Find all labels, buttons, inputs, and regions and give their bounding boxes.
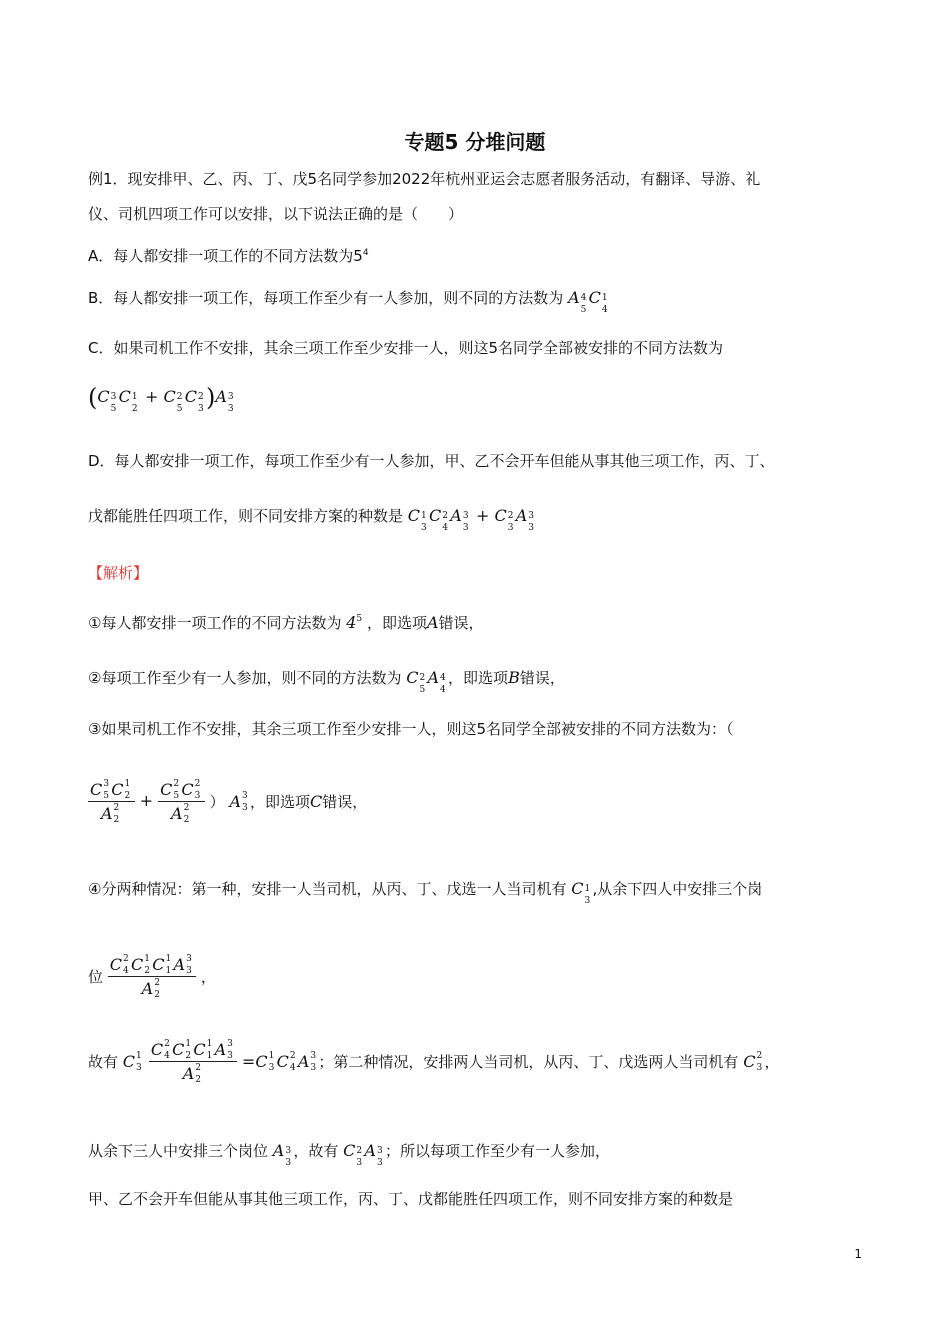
option-a-value: 5 [353,247,363,265]
step-7-a33: A 3 3 [272,1141,292,1168]
step-1-post: 错误， [438,614,484,632]
analysis-step-7 [88,1140,610,1168]
step-1-text: ①每人都安排一项工作的不同方法数为 [88,614,342,632]
step-7-formula: C 2 3 A 3 3 [343,1141,383,1168]
step-2-post: 错误， [519,669,565,687]
step-3-mid: ，即选项 [250,793,311,811]
option-d-line-2 [88,505,536,533]
option-b-formula: A 4 5 C 1 4 [568,288,608,315]
step-1-mid: ，即选项 [366,614,427,632]
analysis-step-5 [88,955,216,998]
question-line-2: 仪、司机四项工作可以安排，以下说法正确的是（ ） [88,205,464,223]
analysis-step-2 [88,667,565,695]
step-5-post: ， [200,968,216,986]
option-b [88,287,610,315]
step-4-post: ,从余下四人中安排三个岗 [592,880,763,898]
step-1-option: A [426,613,439,632]
fraction-2: C 2 5 C 2 3 A 2 2 [158,780,205,823]
step-2-mid: ，即选项 [448,669,509,687]
step-7-post: ；所以每项工作至少有一人参加， [384,1142,610,1160]
step-6-text: 故有 [88,1053,119,1071]
option-a-exponent: 4 [362,248,369,258]
option-a [88,242,369,267]
step-4-text: ④分两种情况：第一种，安排一人当司机，从丙、丁、戊选一人当司机有 [88,880,567,898]
fraction-1: C 3 5 C 1 2 A 2 2 [88,780,135,823]
analysis-heading: 【解析】 [88,564,149,582]
step-7-text: 从余下三人中安排三个岗位 [88,1142,269,1160]
step-4-formula: C 1 3 [571,879,591,906]
option-a-text: A．每人都安排一项工作的不同方法数为 [88,247,354,265]
analysis-step-3: ③如果司机工作不安排，其余三项工作至少安排一人，则这5名同学全部被安排的不同方法数为：（ [88,720,734,738]
option-c: C．如果司机工作不安排，其余三项工作至少安排一人，则这5名同学全部被安排的不同方法数为 [88,339,724,357]
fraction-3: C 2 4 C 1 2 C 1 1 A 3 3 A 2 2 [108,955,196,998]
step-5-text: 位 [88,968,104,986]
step-1-formula: $4^5$ [346,613,363,632]
step-7-mid: ，故有 [293,1142,339,1160]
analysis-step-3-formula: C 3 5 C 1 2 A 2 2 + C 2 5 C 2 3 A 2 2 ） A 3 3 ，即选项C错误， [90,778,368,825]
step-3-a33: A 3 3 [229,790,248,813]
step-6-result: =C 1 3 C 2 4 A 3 3 [241,1050,317,1073]
step-2-formula: C 2 5 A 4 4 [406,668,446,695]
step-3-paren: ） [209,793,225,811]
analysis-step-1 [88,608,484,634]
page-title: 专题5 分堆问题 [404,130,546,154]
step-2-option: B [508,668,520,687]
step-3-option: C [310,792,323,811]
page-number: 1 [854,1247,862,1261]
step-6-c32: C 2 3 [743,1050,763,1073]
analysis-step-6: 故有 C 1 3 C 2 4 C 1 2 C 1 1 A 3 3 A 2 2 =C 1 3 C 2 4 A 3 3 ；第二种情况，安排两人当司机，从丙、丁、戊选两人当司机有 C 2 3 ， [88,1038,780,1085]
step-6-mid: ；第二种情况，安排两人当司机，从丙、丁、戊选两人当司机有 [318,1053,739,1071]
step-6-post: ， [764,1053,780,1071]
analysis-step-8: 甲、乙不会开车但能从事其他三项工作，丙、丁、戊都能胜任四项工作，则不同安排方案的种数是 [88,1190,734,1208]
option-b-text: B．每人都安排一项工作，每项工作至少有一人参加，则不同的方法数为 [88,289,564,307]
question-line-1: 例1．现安排甲、乙、丙、丁、戊5名同学参加2022年杭州亚运会志愿者服务活动，有翻译、导游、礼 [88,170,761,188]
option-d-line-1: D．每人都安排一项工作，每项工作至少有一人参加，甲、乙不会开车但能从事其他三项工作，丙、丁、 [88,452,775,470]
option-c-formula: (C 3 5 C 1 2 + C 2 5 C 2 3 )A 3 3 [88,383,234,414]
analysis-step-4 [88,878,763,906]
step-3-post: 错误， [322,793,368,811]
fraction-4: C 2 4 C 1 2 C 1 1 A 3 3 A 2 2 [149,1040,237,1083]
option-d-formula: C 1 3 C 2 4 A 3 3 + C 2 3 A 3 3 [407,506,534,533]
option-d-text: 戊都能胜任四项工作，则不同安排方案的种数是 [88,507,404,525]
step-2-text: ②每项工作至少有一人参加，则不同的方法数为 [88,669,402,687]
